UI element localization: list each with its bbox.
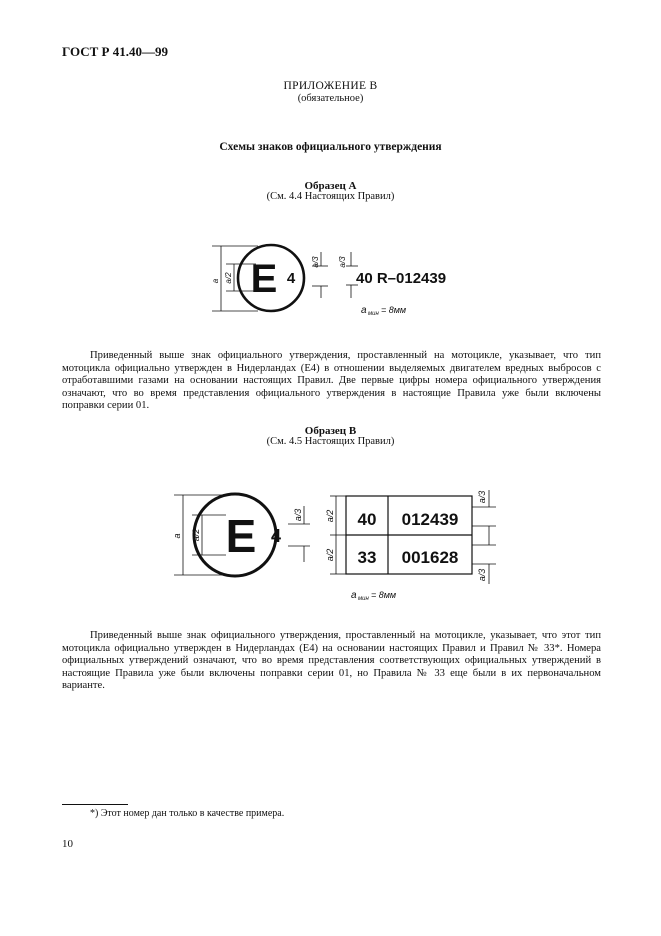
- sample-a-ref: (См. 4.4 Настоящих Правил): [266, 191, 395, 202]
- sample-a-dim-a: a: [211, 278, 220, 284]
- sample-a-dim-third-right: a/3: [338, 256, 347, 268]
- sample-b-min-label: a: [351, 590, 357, 601]
- annex-title: ПРИЛОЖЕНИЕ В: [283, 80, 378, 92]
- sample-b-letter: E: [225, 510, 257, 562]
- sample-a-dim-third-left: a/3: [311, 256, 320, 268]
- sample-b-row2-series: 33: [357, 548, 377, 567]
- sample-a-dim-half: a/2: [224, 272, 233, 284]
- sample-b-dim-third-top: a/3: [477, 490, 487, 504]
- sample-b-dim-half: a/2: [191, 528, 201, 542]
- sample-b-dim-third-bottom: a/3: [477, 568, 487, 582]
- sample-a-dimension-lines: [212, 246, 358, 311]
- sample-b-title: Образец В: [304, 425, 357, 437]
- sample-b-min-sub: мин: [358, 596, 369, 602]
- sample-b-dim-a: a: [172, 533, 182, 539]
- sample-a-letter: E: [250, 257, 278, 301]
- sample-b-dim-third-left: a/3: [293, 508, 303, 522]
- sample-a-country: 4: [286, 270, 296, 287]
- sample-b-dim-half-top: a/2: [325, 509, 335, 523]
- sample-b-row2-number: 001628: [401, 548, 459, 567]
- sample-b-dim-half-bottom: a/2: [325, 548, 335, 562]
- sample-b-row1-number: 012439: [401, 510, 459, 529]
- sample-a-paragraph: Приведенный выше знак официального утверждения, проставленный на мотоцикле, указывает, что тип мотоцикла официально утвержден в Нидерландах (Е4) в отношении выделяемых двигателем вредных выбросов с отработавшими газами на основании настоящих Правил. Две первые цифры номера официального утверждения означают, что во время представления официального утверждения в настоящие Правила уже были включены поправки серии 01.: [62, 350, 601, 412]
- section-title: Схемы знаков официального утверждения: [219, 141, 442, 153]
- page-number: 10: [62, 838, 73, 850]
- footnote: *) Этот номер дан только в качестве примера.: [90, 808, 285, 819]
- footnote-divider: [62, 804, 128, 805]
- sample-a-min-label: a: [361, 305, 367, 316]
- sample-a-title: Образец А: [304, 180, 357, 192]
- sample-b-min-value: = 8мм: [371, 590, 397, 600]
- sample-b-country: 4: [270, 526, 282, 546]
- sample-a-min-value: = 8мм: [381, 305, 407, 315]
- sample-b-ref: (См. 4.5 Настоящих Правил): [266, 436, 395, 447]
- sample-b-dimension-lines: [174, 490, 496, 584]
- sample-a-approval-number: 40 R–012439: [356, 270, 447, 287]
- document-header: ГОСТ Р 41.40—99: [62, 44, 168, 59]
- annex-subtitle: (обязательное): [297, 93, 364, 104]
- sample-b-paragraph: Приведенный выше знак официального утверждения, проставленный на мотоцикле, указывает, что этот тип мотоцикла официально утвержден в Нидерландах (Е4) на основании настоящих Правил и Правил № 33*. Номера официальных утверждений означают, что во время представления соответствующих официальных утверждений в настоящие Правила уже были включены поправки серии 01, но Правила № 33 еще были в их первоначальном варианте.: [62, 630, 601, 692]
- sample-b-row1-series: 40: [357, 510, 377, 529]
- sample-a-min-sub: мин: [368, 311, 379, 317]
